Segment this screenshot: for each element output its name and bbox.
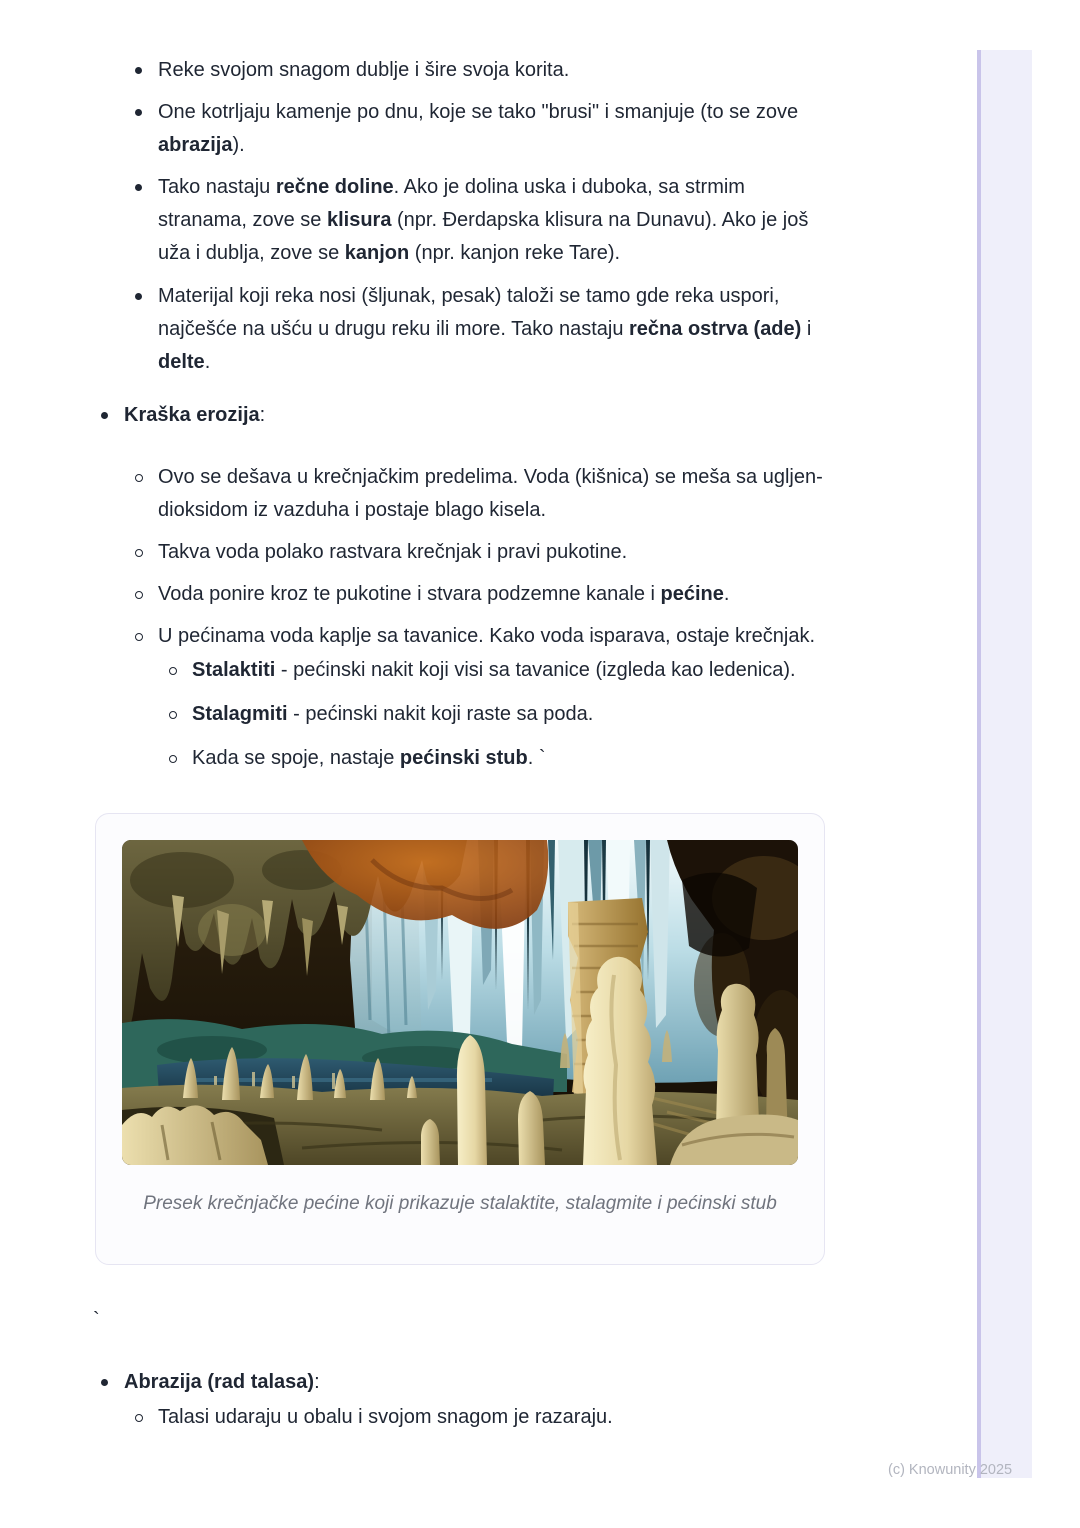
list-item-text: Kada se spoje, nastaje pećinski stub. ` (192, 747, 546, 769)
list-item (0, 742, 828, 775)
list-item-text: Materijal koji reka nosi (šljunak, pesak) taloži se tamo gde reka uspori, najčešće na ušću u drugu reku ili more. Tako nastaju rečna ostrva (ade) i delte. (158, 285, 812, 373)
cave-photo (122, 840, 798, 1165)
list-item-text: Reke svojom snagom dublje i šire svoja korita. (158, 59, 570, 81)
section-heading-text: Kraška erozija: (124, 404, 266, 426)
section-heading-abrazija (0, 1366, 828, 1399)
list-item-text: Stalaktiti - pećinski nakit koji visi sa tavanice (izgleda kao ledenica). (192, 659, 796, 681)
bullet-circle-icon (135, 1414, 143, 1422)
bullet-circle-icon (169, 711, 177, 719)
bullet-dot-icon (135, 67, 142, 74)
watermark: (c) Knowunity 2025 (888, 1462, 1013, 1478)
bullet-circle-icon (135, 633, 143, 641)
bullet-circle-icon (135, 474, 143, 482)
bullet-dot-icon (101, 412, 108, 419)
bullet-dot-icon (101, 1379, 108, 1386)
list-item-text: Ovo se dešava u krečnjačkim predelima. Voda (kišnica) se meša sa ugljen-dioksidom iz vazduha i postaje blago kisela. (158, 466, 823, 521)
list-item-text: U pećinama voda kaplje sa tavanice. Kako voda isparava, ostaje krečnjak. (158, 625, 816, 647)
list-item (0, 536, 828, 569)
list-item (0, 1401, 828, 1434)
bullet-circle-icon (169, 755, 177, 763)
section-heading-text: Abrazija (rad talasa): (124, 1371, 320, 1393)
side-panel-bar (977, 50, 1032, 1478)
list-item (0, 96, 828, 162)
list-item-text: Tako nastaju rečne doline. Ako je dolina uska i duboka, sa strmim stranama, zove se klisura (npr. Đerdapska klisura na Dunavu). Ako je još uža i dublja, zove se kanjon (npr. kanjon reke Tare). (158, 176, 809, 264)
list-item (0, 461, 828, 527)
list-item-text: Voda ponire kroz te pukotine i stvara podzemne kanale i pećine. (158, 583, 730, 605)
bullet-dot-icon (135, 109, 142, 116)
bullet-circle-icon (135, 591, 143, 599)
figure-card (95, 813, 825, 1265)
list-item-text: Takva voda polako rastvara krečnjak i pravi pukotine. (158, 541, 628, 563)
bullet-dot-icon (135, 293, 142, 300)
stray-backtick: ` (93, 1309, 100, 1331)
list-item (0, 578, 828, 611)
list-item (0, 280, 828, 379)
list-item-text: One kotrljaju kamenje po dnu, koje se tako "brusi" i smanjuje (to se zove abrazija). (158, 101, 799, 156)
list-item-text: Talasi udaraju u obalu i svojom snagom je razaraju. (158, 1406, 613, 1428)
figure-caption: Presek krečnjačke pećine koji prikazuje stalaktite, stalagmite i pećinski stub (143, 1193, 777, 1214)
list-item (0, 171, 828, 270)
list-item (0, 654, 828, 687)
bullet-circle-icon (135, 549, 143, 557)
bullet-circle-icon (169, 667, 177, 675)
list-item (0, 698, 828, 731)
list-item (0, 54, 828, 87)
list-item (0, 620, 828, 653)
list-item-text: Stalagmiti - pećinski nakit koji raste sa poda. (192, 703, 594, 725)
section-heading-kraska-erozija (0, 399, 828, 432)
bullet-dot-icon (135, 184, 142, 191)
